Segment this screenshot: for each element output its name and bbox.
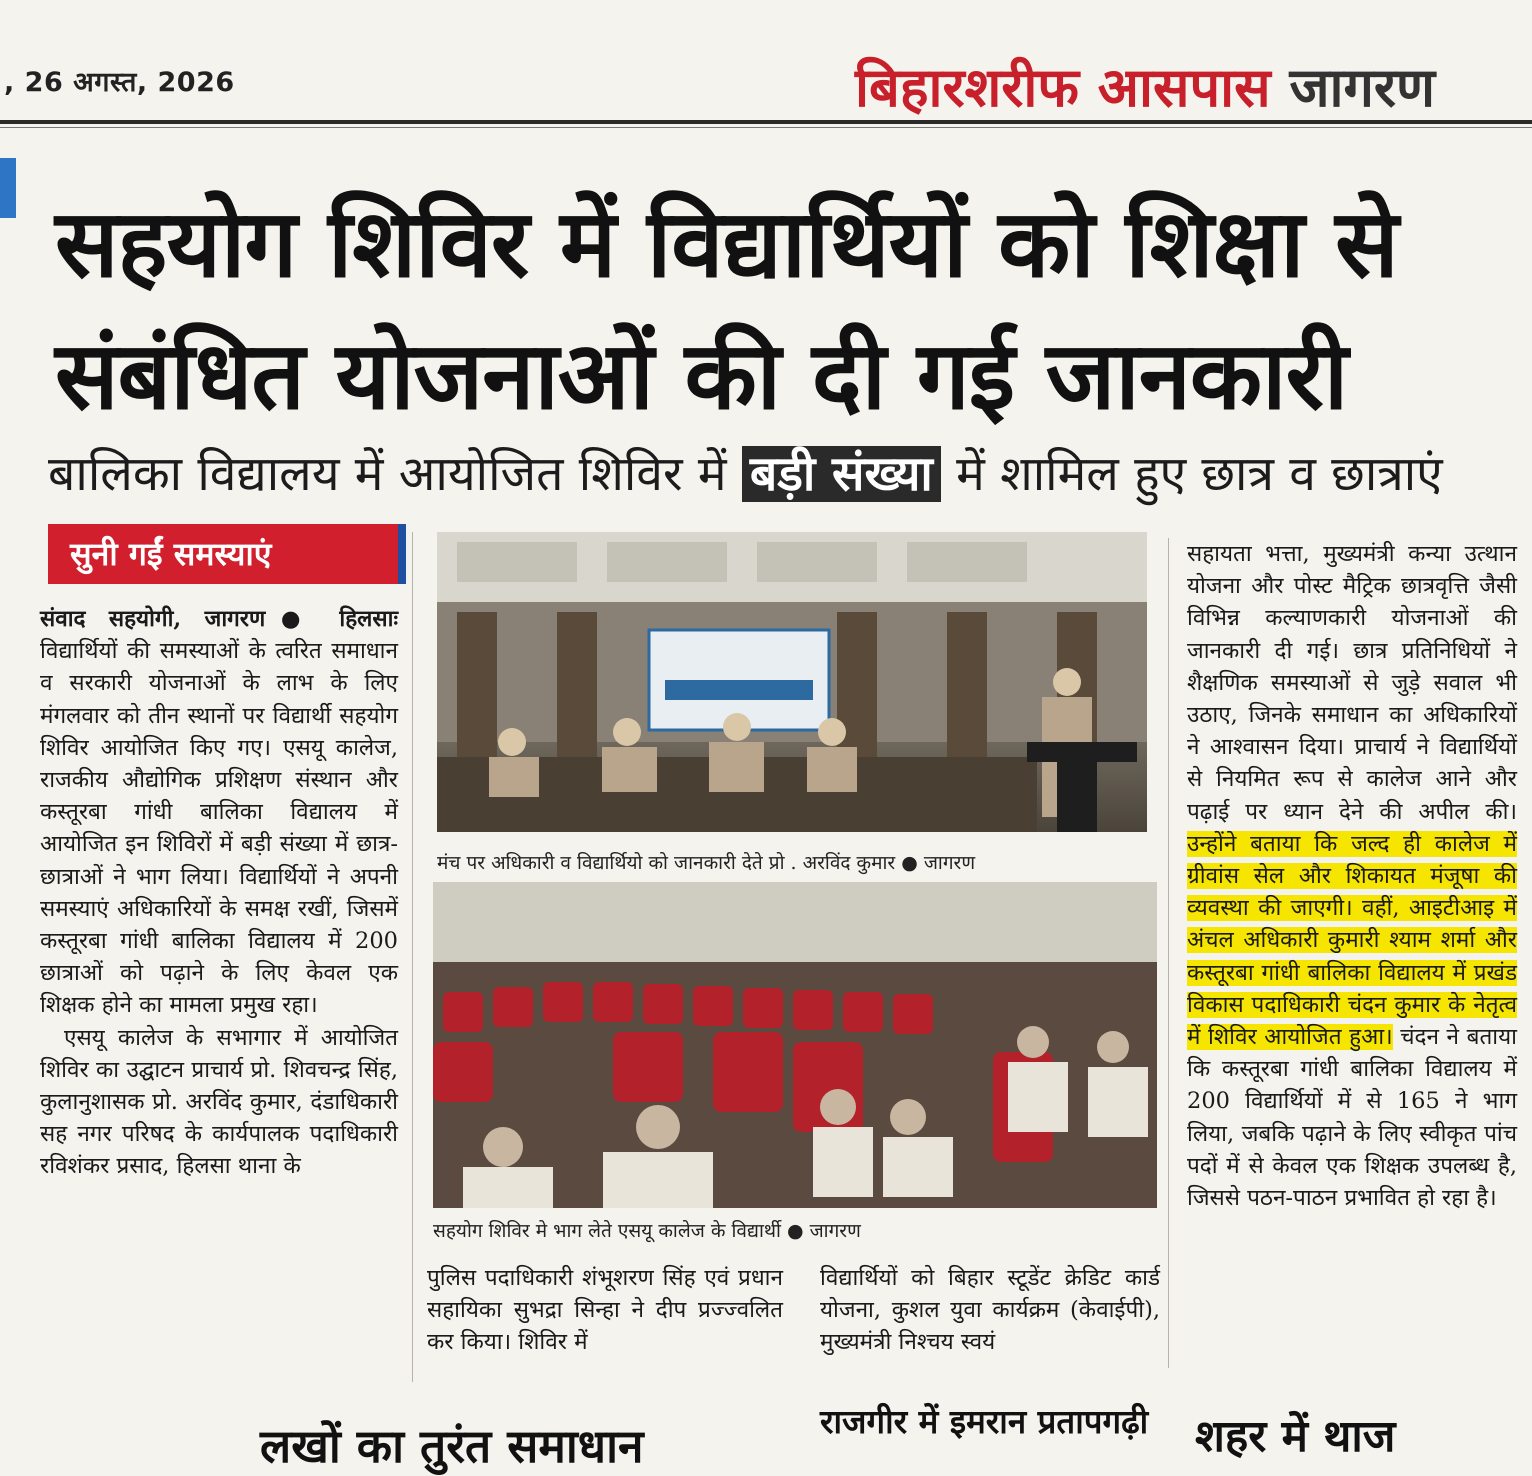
audience-photo xyxy=(433,882,1157,1208)
teaser-headline-left: लखों का तुरंत समाधान xyxy=(260,1419,644,1473)
right-text-start: सहायता भत्ता, मुख्यमंत्री कन्या उत्थान योजना और पोस्ट मैट्रिक छात्रवृत्ति जैसी विभिन्न कल्याणकारी योजनाओं की जानकारी दी गई। छात्र प्रतिनिधियों ने शैक्षणिक समस्याओं से जुड़े सवाल भी उठाए, जिनके समाधान का अधिकारियों ने आश्वासन दिया। प्राचार्य ने विद्यार्थियों से नियमित रूप से कालेज आने और पढ़ाई पर ध्यान देने की अपील की। xyxy=(1187,541,1517,825)
masthead xyxy=(855,48,1435,122)
article-column-middle-1: पुलिस पदाधिकारी शंभूशरण सिंह एवं प्रधान सहायिका सुभद्रा सिन्हा ने दीप प्रज्ज्वलित कर किया। शिविर में xyxy=(427,1265,783,1356)
sub-headline-end: में शामिल हुए छात्र व छात्राएं xyxy=(956,446,1443,502)
article-paragraph-1: विद्यार्थियों की समस्याओं के त्वरित समाधान व सरकारी योजनाओं के लाभ के लिए मंगलवार को तीन स्थानों पर विद्यार्थी सहयोग शिविर आयोजित किए गए। एसयू कालेज, राजकीय औद्योगिक प्रशिक्षण संस्थान और कस्तूरबा गांधी बालिका विद्यालय में आयोजित इन शिविरों में बड़ी संख्या में छात्र-छात्राओं ने भाग लिया। विद्यार्थियों ने अपनी समस्याएं अधिकारियों के समक्ष रखीं, जिसमें कस्तूरबा गांधी बालिका विद्यालय में 200 छात्राओं को पढ़ाने के लिए केवल एक शिक्षक होने का मामला प्रमुख रहा। xyxy=(40,638,398,1019)
photo-caption-2: सहयोग शिविर मे भाग लेते एसयू कालेज के विद्यार्थी ● जागरण xyxy=(433,1220,861,1242)
header-rule-thin xyxy=(0,127,1532,128)
article-column-left xyxy=(40,603,398,1183)
section-tag xyxy=(48,524,406,584)
sub-headline xyxy=(48,440,1443,505)
audience-photo-illustration xyxy=(433,882,1157,1208)
column-divider-right xyxy=(1168,538,1169,1368)
sub-headline-highlight: बड़ी संख्या xyxy=(742,446,941,502)
photo-caption-1: मंच पर अधिकारी व विद्यार्थियो को जानकारी देते प्रो . अरविंद कुमार ● जागरण xyxy=(437,852,976,874)
teaser-headline-right: शहर में थाज xyxy=(1195,1411,1396,1462)
headline-line-1: सहयोग शिविर में विद्यार्थियों को शिक्षा से xyxy=(55,190,1398,299)
stage-photo-illustration xyxy=(437,532,1147,832)
stage-photo xyxy=(437,532,1147,832)
teaser-headline-middle: राजगीर में इमरान प्रतापगढ़ी xyxy=(820,1402,1149,1441)
sub-headline-start: बालिका विद्यालय में आयोजित शिविर में xyxy=(48,446,727,502)
article-column-right xyxy=(1187,538,1517,1214)
highlighted-text: उन्होंने बताया कि जल्द ही कालेज में ग्रीवांस सेल और शिकायत मंजूषा की व्यवस्था की जाएगी। वहीं, आइटीआइ में अंचल अधिकारी कुमारी श्याम शर्मा और कस्तूरबा गांधी बालिका विद्यालय में प्रखंड विकास पदाधिकारी चंदन कुमार के नेतृत्व में शिविर आयोजित हुआ। xyxy=(1187,830,1517,1051)
masthead-page-name: बिहारशरीफ आसपास xyxy=(855,56,1271,119)
issue-date: , 26 अगस्त, 2026 xyxy=(4,67,235,98)
byline: संवाद सहयोगी, जागरण● हिलसाः xyxy=(40,606,398,632)
section-tag-label: सुनी गईं समस्याएं xyxy=(70,535,272,573)
article-column-middle-2: विद्यार्थियों को बिहार स्टूडेंट क्रेडिट कार्ड योजना, कुशल युवा कार्यक्रम (केवाईपी), मुख्यमंत्री निश्चय स्वयं xyxy=(820,1265,1160,1356)
column-divider-left xyxy=(412,532,413,1382)
headline-line-2: संबंधित योजनाओं की दी गई जानकारी xyxy=(55,322,1348,431)
article-paragraph-2: एसयू कालेज के सभागार में आयोजित शिविर का उद्घाटन प्राचार्य प्रो. शिवचन्द्र सिंह, कुलानुशासक प्रो. अरविंद कुमार, दंडाधिकारी सह नगर परिषद के कार्यपालक पदाधिकारी रविशंकर प्रसाद, हिलसा थाना के xyxy=(40,1024,398,1180)
edge-color-bar xyxy=(0,158,16,218)
header-rule xyxy=(0,120,1532,124)
right-text-end: चंदन ने बताया कि कस्तूरबा गांधी बालिका विद्यालय में 200 विद्यार्थियों में से 165 ने भाग लिया, जबकि पढ़ाने के लिए स्वीकृत पांच पदों में से केवल एक शिक्षक उपलब्ध है, जिससे पठन-पाठन प्रभावित हो रहा है। xyxy=(1187,1024,1517,1212)
masthead-brand: जागरण xyxy=(1289,56,1436,119)
